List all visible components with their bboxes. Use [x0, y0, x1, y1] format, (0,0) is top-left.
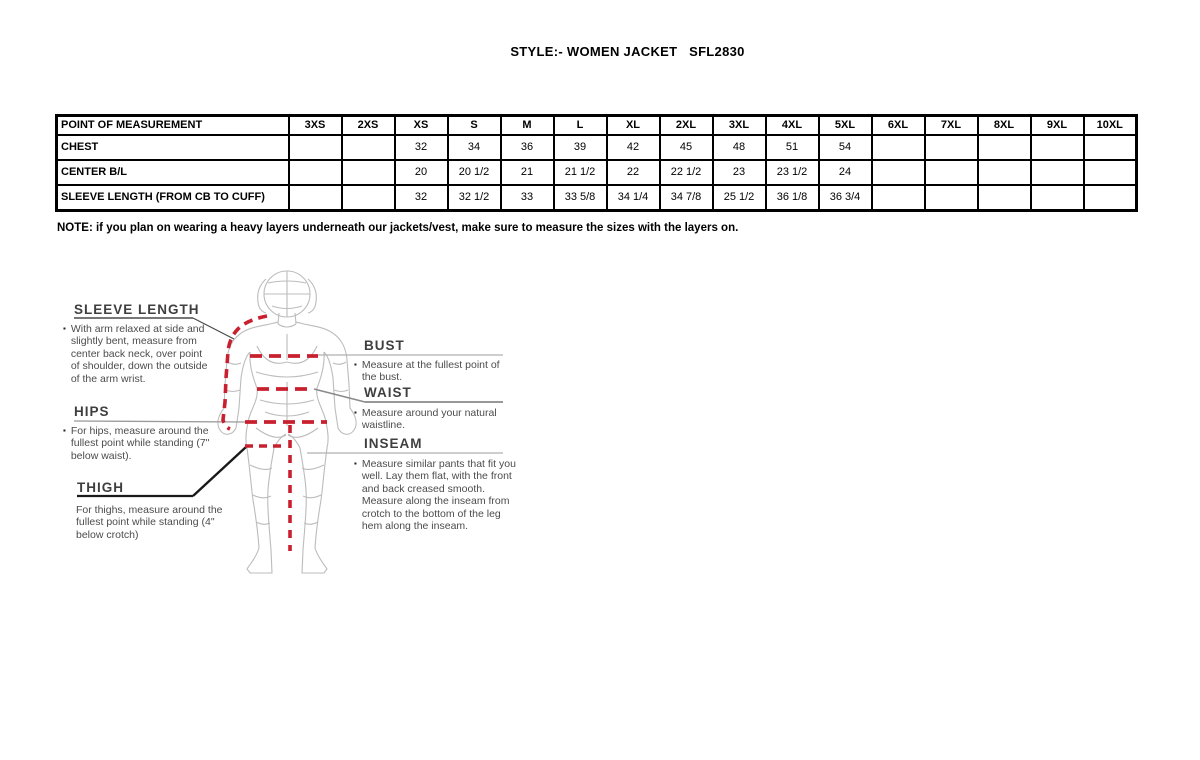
measurement-value-cell: 36: [501, 135, 554, 160]
header-point-of-measurement: POINT OF MEASUREMENT: [57, 116, 289, 136]
measurement-value-cell: [342, 160, 395, 185]
sleeve-length-description: ▪ With arm relaxed at side and slightly bent, measure from center back neck, over point of shoulder, down the outside of the arm wrist.: [63, 323, 208, 385]
measurement-value-cell: [1031, 160, 1084, 185]
header-size-xl: XL: [607, 116, 660, 136]
measurement-value-cell: 32: [395, 185, 448, 211]
inseam-heading: INSEAM: [364, 436, 423, 451]
measurement-row: [57, 135, 1137, 160]
measurement-value-cell: 33: [501, 185, 554, 211]
bullet-icon: ▪: [63, 324, 66, 333]
header-size-3xs: 3XS: [289, 116, 342, 136]
measurement-value-cell: [925, 135, 978, 160]
size-chart-body: [57, 135, 1137, 211]
inseam-description: ▪ Measure similar pants that fit you well. Lay them flat, with the front and back creased smooth. Measure along the inseam from crotch to the bottom of the leg hem along the inseam.: [354, 458, 516, 532]
bullet-icon: ▪: [63, 426, 66, 435]
measurement-value-cell: [342, 185, 395, 211]
measurement-value-cell: 20 1/2: [448, 160, 501, 185]
measurement-value-cell: 51: [766, 135, 819, 160]
measurement-value-cell: [342, 135, 395, 160]
hips-description: ▪ For hips, measure around the fullest point while standing (7" below waist).: [63, 425, 210, 462]
measurement-value-cell: 22: [607, 160, 660, 185]
measurement-value-cell: [1031, 185, 1084, 211]
measurement-value-cell: 21 1/2: [554, 160, 607, 185]
measurement-lines: [223, 316, 327, 551]
header-size-4xl: 4XL: [766, 116, 819, 136]
measurement-value-cell: 34 1/4: [607, 185, 660, 211]
bullet-icon: ▪: [354, 360, 357, 369]
header-size-7xl: 7XL: [925, 116, 978, 136]
header-size-9xl: 9XL: [1031, 116, 1084, 136]
hips-heading: HIPS: [74, 404, 110, 419]
measurement-value-cell: [289, 185, 342, 211]
header-size-10xl: 10XL: [1084, 116, 1137, 136]
measurement-value-cell: 48: [713, 135, 766, 160]
header-size-s: S: [448, 116, 501, 136]
measurement-value-cell: 25 1/2: [713, 185, 766, 211]
page-title: STYLE:- WOMEN JACKET SFL2830: [510, 44, 745, 59]
note-text: NOTE: if you plan on wearing a heavy layers underneath our jackets/vest, make sure to measure the sizes with the layers on.: [57, 222, 739, 234]
measurement-value-cell: 45: [660, 135, 713, 160]
measurement-diagram: [60, 250, 530, 600]
bust-description: ▪ Measure at the fullest point of the bust.: [354, 359, 500, 384]
header-size-6xl: 6XL: [872, 116, 925, 136]
measurement-value-cell: 20: [395, 160, 448, 185]
measurement-value-cell: [1084, 185, 1137, 211]
thigh-heading: THIGH: [77, 480, 124, 495]
measurement-value-cell: 21: [501, 160, 554, 185]
measurement-value-cell: [872, 185, 925, 211]
thigh-description: For thighs, measure around the fullest point while standing (4" below crotch): [76, 504, 223, 541]
measurement-value-cell: [978, 185, 1031, 211]
bullet-icon: ▪: [354, 408, 357, 417]
measurement-value-cell: 23 1/2: [766, 160, 819, 185]
measurement-value-cell: [1084, 160, 1137, 185]
measurement-value-cell: 22 1/2: [660, 160, 713, 185]
measurement-value-cell: 24: [819, 160, 872, 185]
sleeve-measure-line: [223, 316, 267, 429]
size-chart-table: [55, 114, 1138, 212]
header-size-5xl: 5XL: [819, 116, 872, 136]
header-size-xs: XS: [395, 116, 448, 136]
measurement-value-cell: 36 3/4: [819, 185, 872, 211]
bullet-icon: ▪: [354, 459, 357, 468]
waist-heading: WAIST: [364, 385, 412, 400]
measurement-value-cell: 34 7/8: [660, 185, 713, 211]
row-label-cell: SLEEVE LENGTH (FROM CB TO CUFF): [57, 185, 289, 211]
waist-description: ▪ Measure around your natural waistline.: [354, 407, 497, 432]
measurement-value-cell: [925, 185, 978, 211]
measurement-value-cell: [1031, 135, 1084, 160]
header-size-m: M: [501, 116, 554, 136]
measurement-value-cell: 39: [554, 135, 607, 160]
measurement-value-cell: [978, 135, 1031, 160]
measurement-value-cell: 54: [819, 135, 872, 160]
size-chart-header-row: [57, 116, 1137, 136]
measurement-value-cell: 34: [448, 135, 501, 160]
measurement-row: [57, 185, 1137, 211]
measurement-value-cell: [978, 160, 1031, 185]
measurement-value-cell: 32 1/2: [448, 185, 501, 211]
measurement-value-cell: 32: [395, 135, 448, 160]
measurement-value-cell: [925, 160, 978, 185]
sleeve-length-heading: SLEEVE LENGTH: [74, 302, 200, 317]
measurement-value-cell: 23: [713, 160, 766, 185]
measurement-value-cell: [872, 135, 925, 160]
measurement-value-cell: [289, 135, 342, 160]
header-size-3xl: 3XL: [713, 116, 766, 136]
measurement-value-cell: 33 5/8: [554, 185, 607, 211]
size-chart-head: [57, 116, 1137, 136]
header-size-l: L: [554, 116, 607, 136]
measurement-value-cell: [1084, 135, 1137, 160]
header-size-2xs: 2XS: [342, 116, 395, 136]
measurement-value-cell: [289, 160, 342, 185]
hips-leader-line: [74, 421, 246, 422]
header-size-8xl: 8XL: [978, 116, 1031, 136]
row-label-cell: CENTER B/L: [57, 160, 289, 185]
row-label-cell: CHEST: [57, 135, 289, 160]
measurement-value-cell: [872, 160, 925, 185]
measurement-value-cell: 36 1/8: [766, 185, 819, 211]
measurement-value-cell: 42: [607, 135, 660, 160]
header-size-2xl: 2XL: [660, 116, 713, 136]
bust-heading: BUST: [364, 338, 405, 353]
measurement-row: [57, 160, 1137, 185]
